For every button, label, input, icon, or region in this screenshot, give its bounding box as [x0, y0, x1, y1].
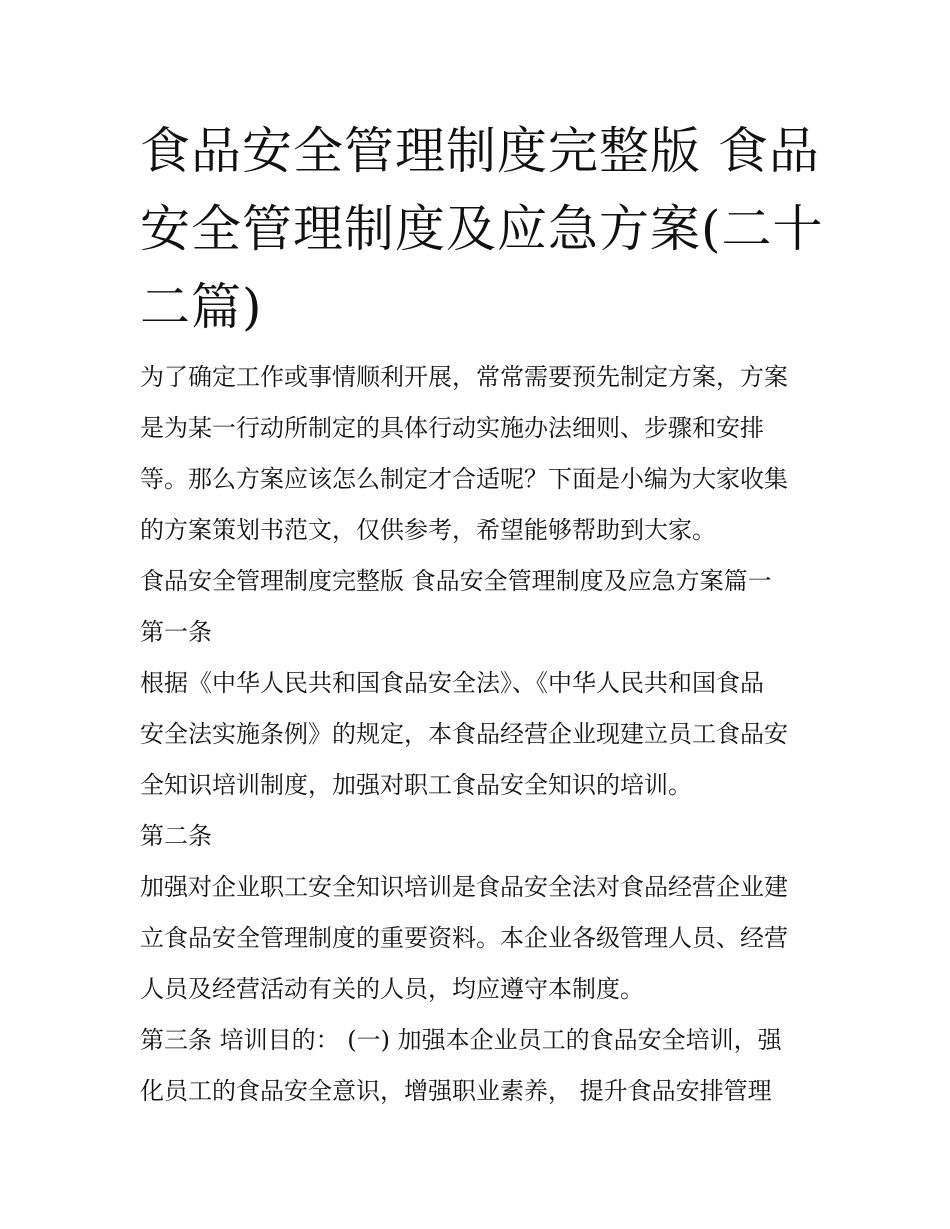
document-body	[140, 352, 830, 1117]
intro-line-1: 为了确定工作或事情顺利开展，常常需要预先制定方案，方案	[140, 363, 788, 391]
article-2-line-2: 立食品安全管理制度的重要资料。本企业各级管理人员、经营	[140, 924, 788, 952]
title-line-2: 安全管理制度及应急方案(二十	[140, 200, 824, 258]
article-1-line-1: 根据《中华人民共和国食品安全法》、《中华人民共和国食品	[140, 669, 764, 697]
article-2-heading: 第二条	[140, 822, 212, 850]
title-line-3: 二篇)	[140, 278, 263, 336]
article-2-line-3: 人员及经营活动有关的人员，均应遵守本制度。	[140, 975, 644, 1003]
title-line-1: 食品安全管理制度完整版 食品	[140, 122, 820, 180]
article-3-line-1: 第三条 培训目的： (一) 加强本企业员工的食品安全培训，强	[140, 1026, 782, 1054]
document-title	[140, 112, 824, 346]
intro-line-2: 是为某一行动所制定的具体行动实施办法细则、步骤和安排	[140, 414, 764, 442]
article-1-line-3: 全知识培训制度，加强对职工食品安全知识的培训。	[140, 771, 692, 799]
intro-line-4: 的方案策划书范文，仅供参考，希望能够帮助到大家。	[140, 516, 716, 544]
article-2-line-1: 加强对企业职工安全知识培训是食品安全法对食品经营企业建	[140, 873, 788, 901]
article-1-heading: 第一条	[140, 618, 212, 646]
intro-line-3: 等。那么方案应该怎么制定才合适呢？下面是小编为大家收集	[140, 465, 788, 493]
article-1-line-2: 安全法实施条例》的规定，本食品经营企业现建立员工食品安	[140, 720, 788, 748]
section-heading: 食品安全管理制度完整版 食品安全管理制度及应急方案篇一	[140, 567, 772, 595]
article-3-line-2: 化员工的食品安全意识，增强职业素养， 提升食品安排管理	[140, 1077, 772, 1105]
